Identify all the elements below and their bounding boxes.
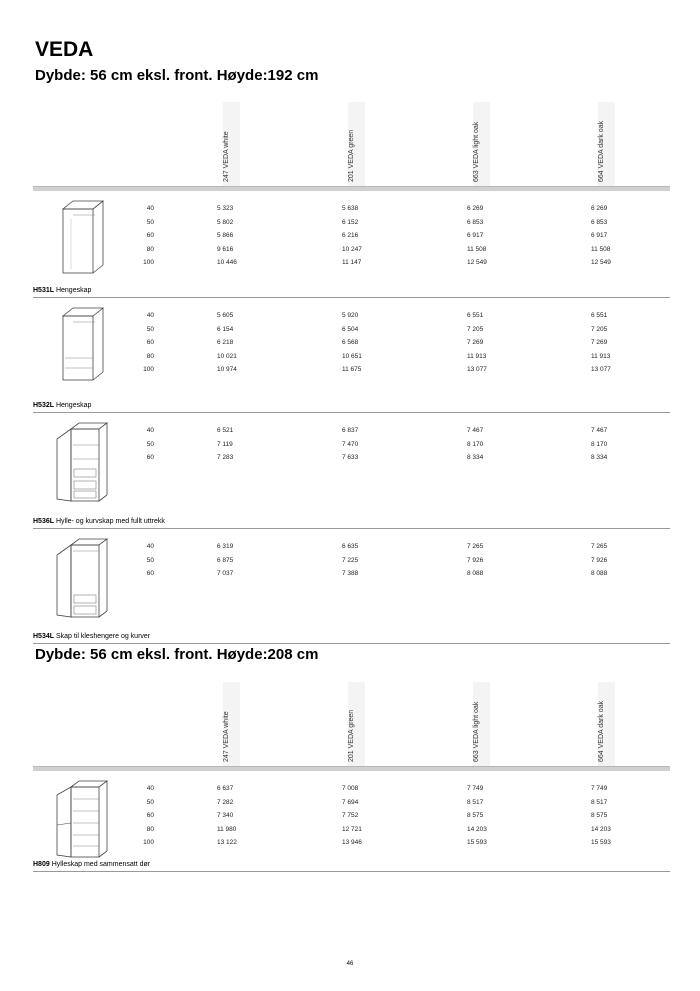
section-subtitle-208: Dybde: 56 cm eksl. front. Høyde:208 cm — [35, 646, 319, 663]
price-rows — [33, 312, 670, 380]
table-row: 80 11 980 12 721 14 203 14 203 — [146, 825, 611, 833]
product-block — [33, 191, 670, 298]
table-row: 50 6 875 7 225 7 926 7 926 — [146, 556, 608, 564]
column-header: 247 VEDA white — [223, 102, 240, 186]
table-row: 60 7 037 7 388 8 088 8 088 — [146, 570, 608, 577]
section-subtitle-192: Dybde: 56 cm eksl. front. Høyde:192 cm — [35, 67, 319, 84]
table-row: 40 6 521 6 837 7 467 7 467 — [146, 427, 608, 434]
product-label: H534L Skap til kleshengere og kurver — [33, 633, 151, 640]
table-row: 100 13 122 13 946 15 593 15 593 — [143, 839, 611, 846]
table-row: 40 5 323 5 638 6 269 6 269 — [146, 205, 608, 212]
price-rows — [33, 785, 670, 853]
table-row: 40 5 605 5 920 6 551 6 551 — [146, 312, 608, 319]
column-header: 663 VEDA light oak — [473, 102, 490, 186]
product-label: H532L Hengeskap — [33, 402, 92, 409]
table-row: 60 7 340 7 752 8 575 8 575 — [146, 812, 608, 819]
column-header: 247 VEDA white — [223, 682, 240, 766]
table-row: 40 6 637 7 008 7 749 7 749 — [146, 785, 608, 792]
table-row: 40 6 319 6 635 7 265 7 265 — [146, 543, 608, 550]
table-row: 50 7 119 7 470 8 170 8 170 — [146, 440, 608, 448]
product-label: H809 Hylleskap med sammensatt dør — [33, 861, 151, 868]
column-header: 201 VEDA green — [348, 102, 365, 186]
table-row: 100 10 446 11 147 12 549 12 549 — [143, 259, 611, 266]
product-label: H536L Hylle- og kurvskap med fullt uttrekk — [33, 518, 165, 525]
page-title: VEDA — [35, 38, 94, 61]
column-header: 663 VEDA light oak — [473, 682, 490, 766]
price-table-192 — [33, 102, 670, 644]
product-block — [33, 298, 670, 413]
product-block — [33, 771, 670, 872]
price-rows — [33, 543, 670, 584]
product-block — [33, 413, 670, 529]
price-rows — [33, 205, 670, 273]
table-row: 50 5 802 6 152 6 853 6 853 — [146, 218, 608, 226]
product-label: H531L Hengeskap — [33, 287, 92, 294]
column-header-row — [33, 682, 670, 766]
table-row: 60 6 218 6 568 7 269 7 269 — [146, 339, 608, 346]
table-row: 60 7 283 7 633 8 334 8 334 — [146, 454, 608, 461]
table-row: 100 10 974 11 675 13 077 13 077 — [143, 366, 611, 373]
price-table-208 — [33, 682, 670, 872]
column-header: 201 VEDA green — [348, 682, 365, 766]
table-row: 50 7 282 7 694 8 517 8 517 — [146, 798, 608, 806]
column-header: 664 VEDA dark oak — [598, 682, 615, 766]
column-header-row — [33, 102, 670, 186]
table-row: 80 9 616 10 247 11 508 11 508 — [146, 245, 611, 253]
product-block — [33, 529, 670, 644]
price-rows — [33, 427, 670, 468]
table-row: 80 10 021 10 651 11 913 11 913 — [146, 352, 611, 360]
page-number: 46 — [346, 961, 354, 967]
column-header: 664 VEDA dark oak — [598, 102, 615, 186]
table-row: 50 6 154 6 504 7 205 7 205 — [146, 325, 608, 333]
table-row: 60 5 866 6 216 6 917 6 917 — [146, 232, 608, 239]
